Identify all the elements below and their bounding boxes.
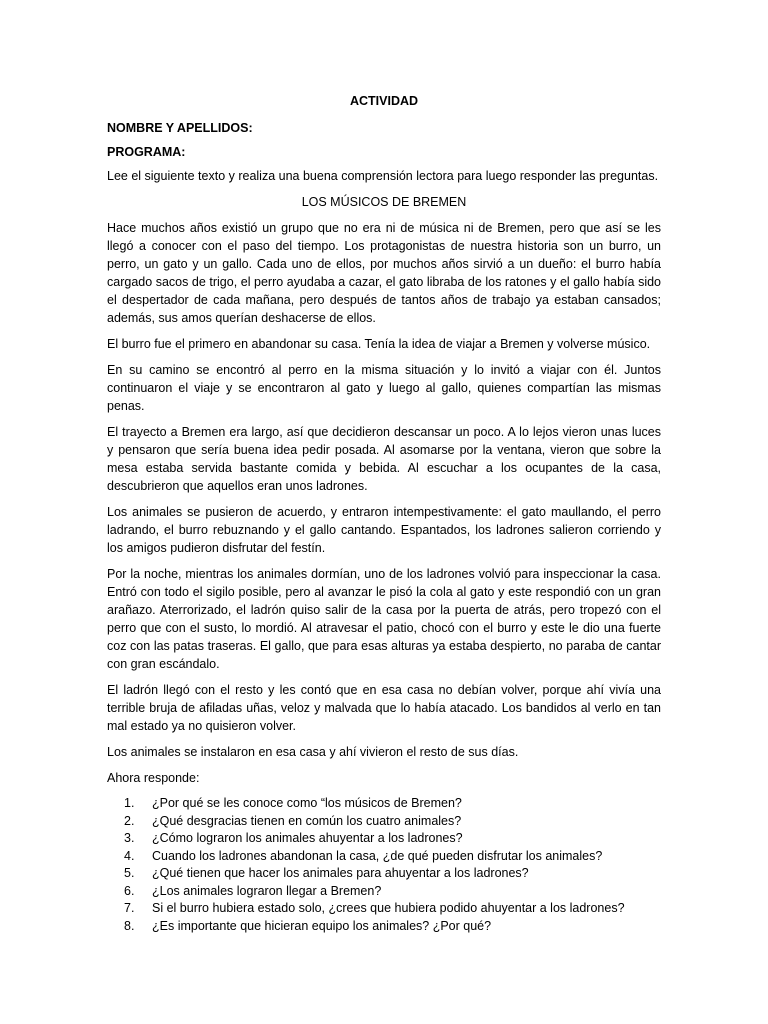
story-paragraph: Por la noche, mientras los animales dormían, uno de los ladrones volvió para inspeccionar la casa. Entró con todo el sigilo posible, pero al avanzar le pisó la cola al gato y este respondió con un gran arañazo. Aterrorizado, el ladrón quiso salir de la casa por la puerta de atrás, pero tropezó con el perro que con el susto, lo mordió. Al atravesar el patio, chocó con el burro y este le dio una fuerte coz con las patas traseras. El gallo, que para esas alturas ya estaba despierto, no paraba de cantar con gran escándalo. xyxy=(107,567,661,671)
question-item xyxy=(107,830,661,848)
story-paragraph: El trayecto a Bremen era largo, así que decidieron descansar un poco. A lo lejos vieron unas luces y pensaron que sería buena idea pedir posada. Al asomarse por la ventana, vieron que sobre la mesa estaba servida bastante comida y bebida. Al escuchar a los ocupantes de la casa, descubrieron que aquellos eran unos ladrones. xyxy=(107,425,661,493)
activity-title: ACTIVIDAD xyxy=(349,94,419,108)
story-paragraph: Hace muchos años existió un grupo que no era ni de música ni de Bremen, pero que así se les llegó a conocer con el paso del tiempo. Los protagonistas de nuestra historia son un burro, un perro, un gato y un gallo. Cada uno de ellos, por muchos años sirvió a un dueño: el burro había cargado sacos de trigo, el perro ayudaba a cazar, el gato libraba de los ratones y el gallo había sido el despertador de cada mañana, pero después de tantos años de trabajo ya estaban cansados; además, sus amos querían deshacerse de ellos. xyxy=(107,221,661,325)
question-number: 4. xyxy=(124,848,135,863)
question-text: ¿Qué tienen que hacer los animales para ahuyentar a los ladrones? xyxy=(152,866,529,880)
instruction-text: Lee el siguiente texto y realiza una buena comprensión lectora para luego responder las preguntas. xyxy=(107,169,659,183)
question-number: 1. xyxy=(124,796,135,810)
question-text: Si el burro hubiera estado solo, ¿crees que hubiera podido ahuyentar a los ladrones? xyxy=(152,901,625,915)
question-text: ¿Los animales lograron llegar a Bremen? xyxy=(152,883,382,898)
question-number: 3. xyxy=(124,831,135,845)
program-label: PROGRAMA: xyxy=(107,145,186,159)
story-paragraph: En su camino se encontró al perro en la misma situación y lo invitó a viajar con él. Juntos continuaron el viaje y se encontraron al gato y luego al gallo, quienes compartían las mismas penas. xyxy=(107,363,661,413)
story-paragraph: El ladrón llegó con el resto y les contó que en esa casa no debían volver, porque ahí vivía una terrible bruja de afiladas uñas, veloz y malvada que lo había atacado. Los bandidos al verlo en tan mal estado ya no quisieron volver. xyxy=(107,683,661,733)
story-title: LOS MÚSICOS DE BREMEN xyxy=(301,195,467,209)
question-item xyxy=(107,813,661,831)
question-number: 8. xyxy=(124,918,135,933)
question-number: 6. xyxy=(124,883,135,898)
question-text: ¿Qué desgracias tienen en común los cuatro animales? xyxy=(152,813,462,828)
question-text: ¿Es importante que hicieran equipo los animales? ¿Por qué? xyxy=(152,918,492,933)
question-item xyxy=(107,848,661,866)
question-text: ¿Por qué se les conoce como “los músicos de Bremen? xyxy=(152,796,462,810)
question-item xyxy=(107,865,661,883)
question-number: 2. xyxy=(124,813,135,828)
question-item xyxy=(107,795,661,813)
question-item xyxy=(107,918,661,936)
question-number: 5. xyxy=(124,866,135,880)
story-paragraph: El burro fue el primero en abandonar su casa. Tenía la idea de viajar a Bremen y volverse músico. xyxy=(107,337,651,351)
questions-intro: Ahora responde: xyxy=(107,771,200,785)
name-label: NOMBRE Y APELLIDOS: xyxy=(107,121,253,135)
question-item xyxy=(107,900,661,918)
document-content xyxy=(107,92,661,935)
question-text: ¿Cómo lograron los animales ahuyentar a los ladrones? xyxy=(152,831,463,845)
question-list xyxy=(107,795,661,935)
question-item xyxy=(107,883,661,901)
story-paragraph: Los animales se instalaron en esa casa y ahí vivieron el resto de sus días. xyxy=(107,745,519,759)
question-number: 7. xyxy=(124,901,135,915)
question-text: Cuando los ladrones abandonan la casa, ¿de qué pueden disfrutar los animales? xyxy=(152,848,603,863)
story-paragraph: Los animales se pusieron de acuerdo, y entraron intempestivamente: el gato maullando, el perro ladrando, el burro rebuznando y el gallo cantando. Espantados, los ladrones salieron corriendo y los amigos pudieron disfrutar del festín. xyxy=(107,505,661,555)
